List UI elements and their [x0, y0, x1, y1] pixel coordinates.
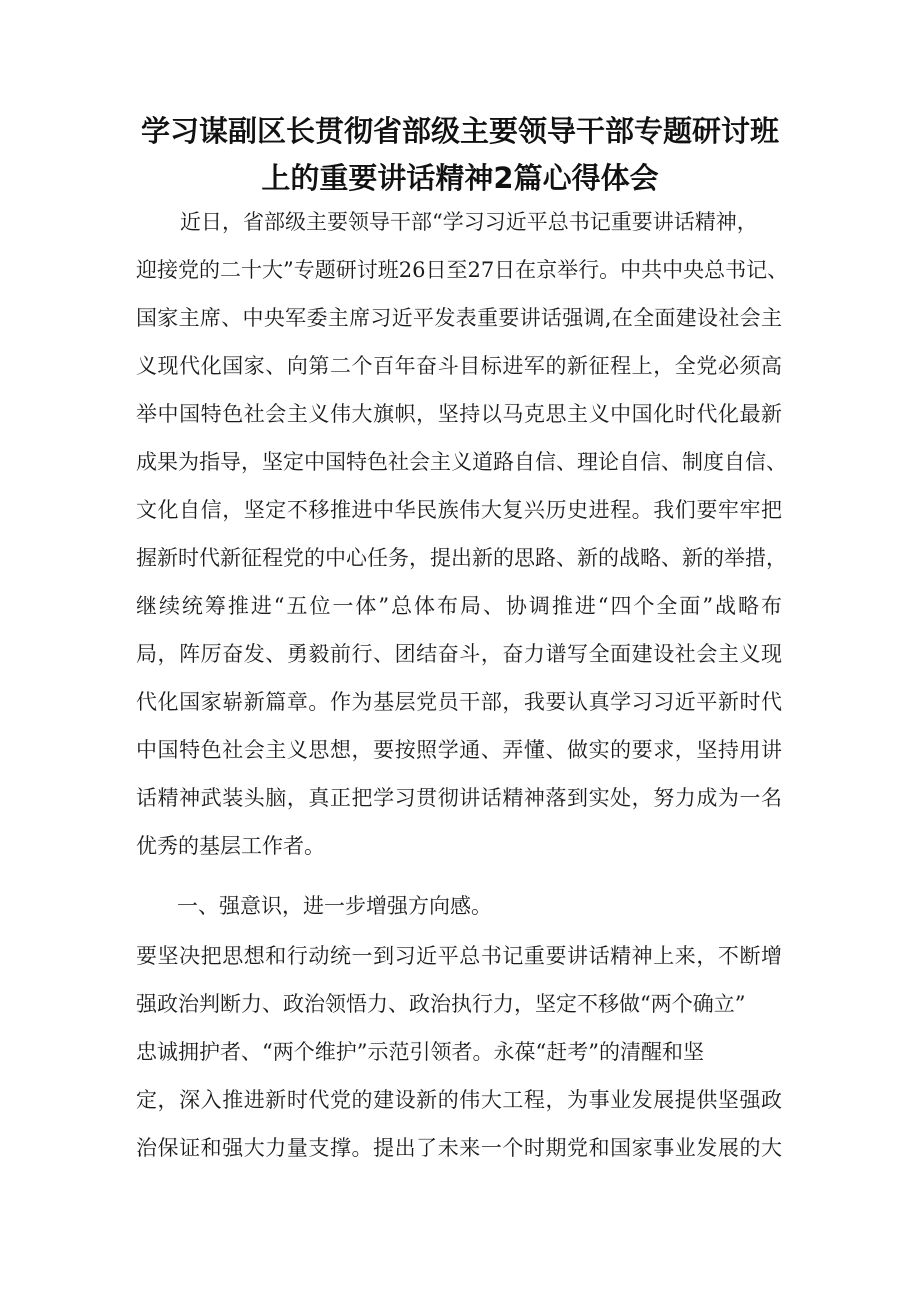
paragraph-1-line: 近日，省部级主要领导干部“学习习近平总书记重要讲话精神， — [180, 210, 758, 234]
paragraph-2-line: 定，深入推进新时代党的建设新的伟大工程，为事业发展提供坚强政 — [136, 1088, 782, 1112]
paragraph-1-line: 文化自信，坚定不移推进中华民族伟大复兴历史进程。我们要牢牢把 — [136, 498, 782, 522]
paragraph-1-line: 话精神武装头脑，真正把学习贯彻讲话精神落到实处，努力成为一名 — [136, 786, 782, 810]
paragraph-2-line: 要坚决把思想和行动统一到习近平总书记重要讲话精神上来，不断增 — [136, 944, 782, 968]
document-title-line-2: 上的重要讲话精神2篇心得体会 — [261, 161, 659, 195]
paragraph-1-line: 握新时代新征程党的中心任务，提出新的思路、新的战略、新的举措， — [136, 546, 787, 570]
paragraph-1-line: 举中国特色社会主义伟大旗帜，坚持以马克思主义中国化时代化最新 — [136, 402, 782, 426]
paragraph-1-line: 义现代化国家、向第二个百年奋斗目标进军的新征程上，全党必须高 — [136, 354, 782, 378]
paragraph-1-line: 代化国家崭新篇章。作为基层党员干部，我要认真学习习近平新时代 — [136, 690, 782, 714]
paragraph-1-line: 局，阵厉奋发、勇毅前行、团结奋斗，奋力谱写全面建设社会主义现 — [136, 642, 782, 666]
paragraph-2-line: 强政治判断力、政治领悟力、政治执行力，坚定不移做“两个确立” — [136, 992, 746, 1016]
paragraph-1-line: 优秀的基层工作者。 — [136, 834, 325, 858]
paragraph-1-line: 成果为指导，坚定中国特色社会主义道路自信、理论自信、制度自信、 — [136, 450, 787, 474]
paragraph-1-line: 中国特色社会主义思想，要按照学通、弄懂、做实的要求，坚持用讲 — [136, 738, 782, 762]
paragraph-2-line: 治保证和强大力量支撑。提出了未来一个时期党和国家事业发展的大 — [136, 1136, 782, 1160]
paragraph-1-line: 国家主席、中央军委主席习近平发表重要讲话强调,在全面建设社会主 — [136, 306, 782, 330]
section-1-heading: 一、强意识，进一步增强方向感。 — [177, 894, 492, 918]
paragraph-1-line: 迎接党的二十大”专题研讨班26日至27日在京举行。中共中央总书记、 — [136, 258, 789, 282]
paragraph-1-line: 继续统筹推进“五位一体”总体布局、协调推进“四个全面”战略布 — [136, 594, 782, 618]
document-title-line-1: 学习谋副区长贯彻省部级主要领导干部专题研讨班 — [140, 114, 779, 148]
paragraph-2-line: 忠诚拥护者、“两个维护”示范引领者。永葆“赶考”的清醒和坚 — [136, 1040, 704, 1064]
